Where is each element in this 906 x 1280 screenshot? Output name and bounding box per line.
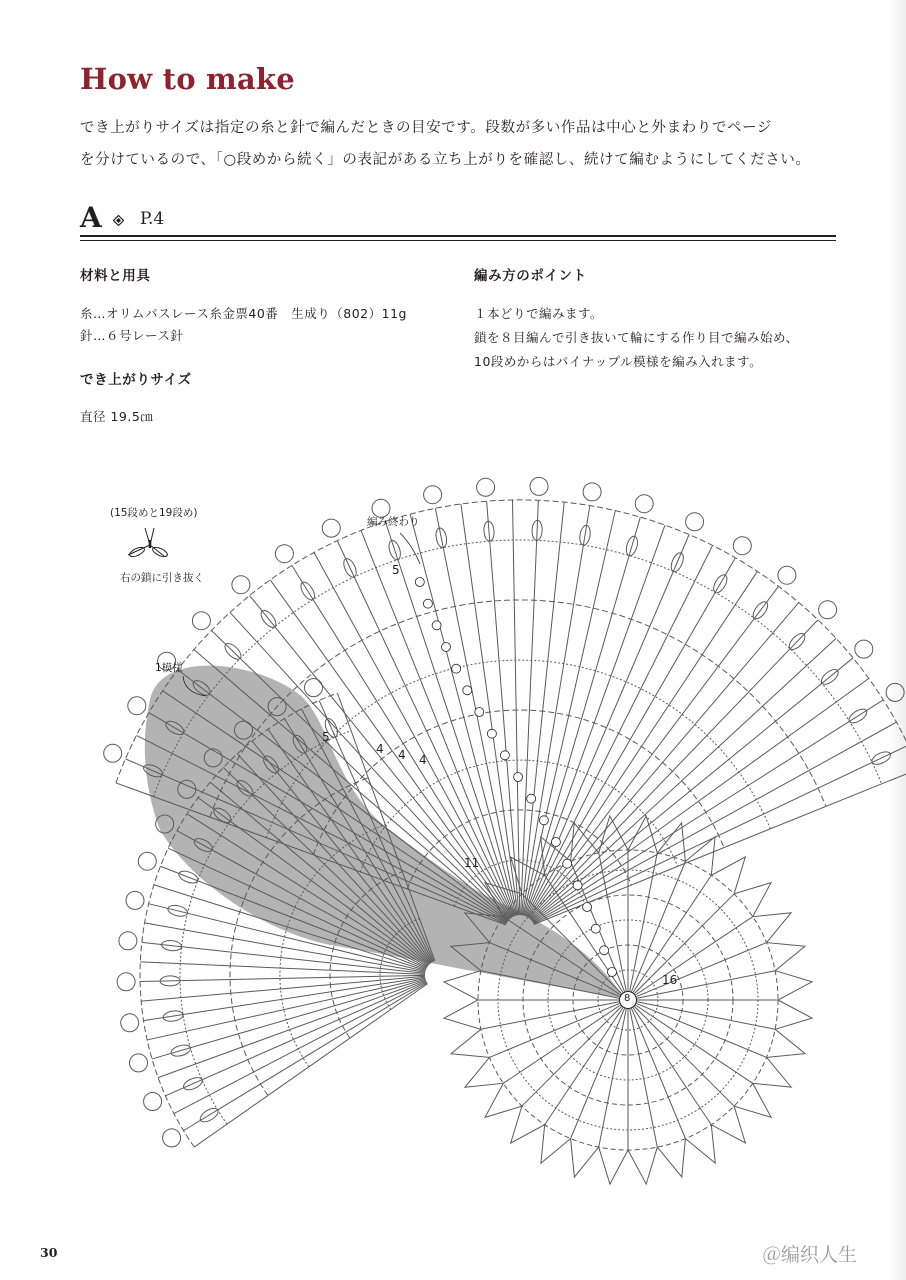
one-repeat-label: 1模様 [155, 662, 183, 674]
intro-line-2: を分けているので、「○段めから続く」の表記がある立ち上がりを確認し、続けて編むようにしてください。 [80, 152, 811, 168]
row-label-5-top: 5 [392, 563, 400, 577]
points-line-2: 鎖を８目編んで引き抜いて輪にする作り目で編み始め、 [474, 330, 799, 345]
row-label-11: 11 [464, 856, 480, 870]
page-number: 30 [40, 1245, 58, 1260]
end-leader-line [400, 533, 420, 564]
materials-heading: 材料と用具 [80, 268, 151, 284]
size-value: 直径 19.5㎝ [80, 409, 154, 424]
end-of-work-label: 編み終わり [367, 516, 420, 528]
materials-yarn: 糸…オリムパスレース糸金票40番 生成り（802）11g [80, 306, 407, 321]
crochet-chart-diagram [0, 440, 906, 1220]
center-chain-count: 8 [624, 993, 631, 1004]
section-rule-thick [80, 235, 836, 237]
points-heading: 編み方のポイント [474, 268, 587, 284]
size-heading: でき上がりサイズ [80, 372, 192, 388]
legend-rows-label: (15段めと19段め) [110, 507, 198, 519]
points-line-3: 10段めからはパイナップル模様を編み入れます。 [474, 354, 763, 369]
repeat-shading [145, 666, 624, 998]
section-page-ref: P.4 [140, 209, 165, 229]
row-label-16: 16 [662, 973, 678, 987]
row-label-5-left: 5 [322, 730, 330, 744]
intro-paragraph [80, 112, 850, 176]
watermark-text: ＠编织人生 [762, 1244, 858, 1266]
section-rule-thin [80, 240, 836, 241]
intro-line-1: でき上がりサイズは指定の糸と針で編んだときの目安です。段数が多い作品は中心と外まわりでページ [80, 120, 772, 136]
legend-symbol [128, 528, 169, 559]
page-title: How to make [80, 62, 295, 96]
row-label-4a: 4 [376, 742, 384, 756]
section-letter: A [80, 201, 102, 234]
row-label-4c: 4 [419, 753, 427, 767]
diamond-icon [113, 215, 124, 226]
section-header [80, 201, 836, 237]
row-label-4b: 4 [398, 748, 406, 762]
legend-note-label: 右の鎖に引き抜く [120, 572, 204, 584]
materials-needle: 針…６号レース針 [80, 328, 184, 343]
points-line-1: １本どりで編みます。 [474, 306, 604, 321]
